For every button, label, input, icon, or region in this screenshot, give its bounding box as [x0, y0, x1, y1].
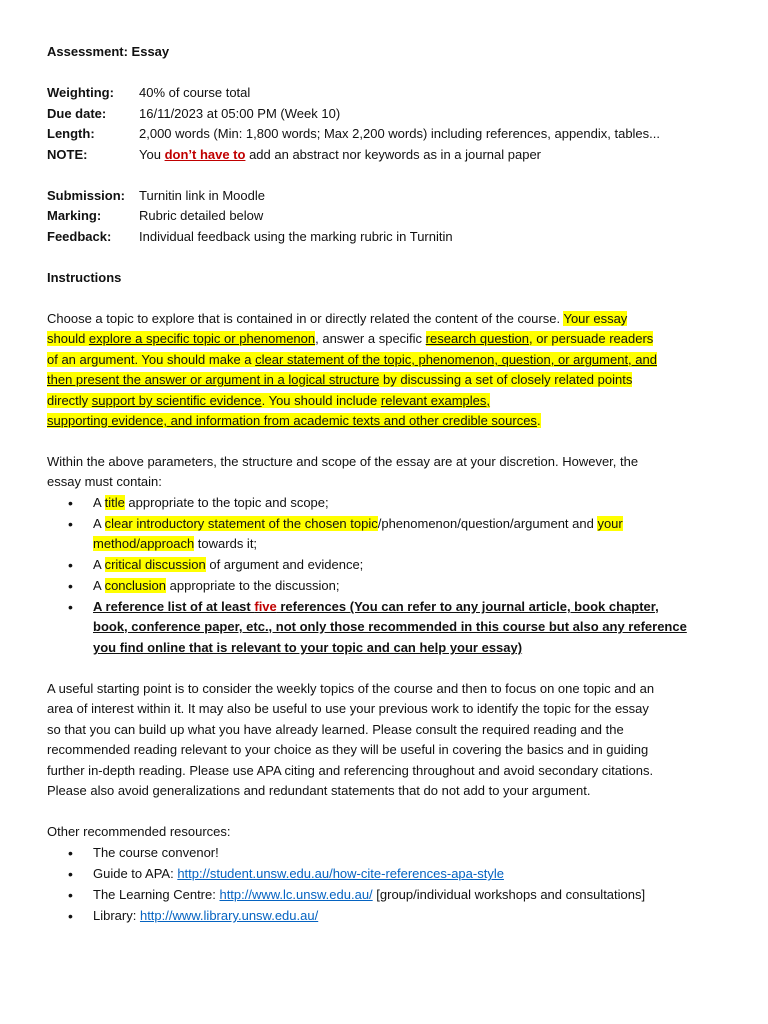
- parameters-line-1: Within the above parameters, the structure and scope of the essay are at your discretion. However, the: [47, 454, 639, 469]
- list-item-references: A reference list of at least five references (You can refer to any journal article, book chapter,: [93, 599, 659, 614]
- submission-value: Turnitin link in Moodle: [139, 188, 265, 203]
- list-item-conclusion: A conclusion appropriate to the discussion;: [93, 578, 340, 593]
- bullet-dot: •: [68, 887, 73, 903]
- bullet-dot: •: [68, 908, 73, 924]
- instructions-line-2: should explore a specific topic or phenomenon, answer a specific research question, or persuade readers: [47, 331, 654, 346]
- marking-label: Marking:: [47, 208, 102, 223]
- bullet-dot: •: [68, 578, 73, 594]
- library-link[interactable]: http://www.library.unsw.edu.au/: [139, 908, 319, 923]
- resource-apa: Guide to APA: http://student.unsw.edu.au/how-cite-references-apa-style: [93, 866, 504, 881]
- weighting-value: 40% of course total: [139, 85, 251, 100]
- instructions-line-4: then present the answer or argument in a logical structure by discussing a set of closely related points: [47, 372, 633, 387]
- due-date-label: Due date:: [47, 106, 107, 121]
- length-label: Length:: [47, 126, 95, 141]
- feedback-value: Individual feedback using the marking rubric in Turnitin: [139, 229, 453, 244]
- paragraph-line: so that you can build up what you have already learned. Please consult the required reading and the: [47, 722, 624, 737]
- instructions-line-5: directly support by scientific evidence. You should include relevant examples,: [47, 393, 491, 408]
- bullet-dot: •: [68, 516, 73, 532]
- due-date-value: 16/11/2023 at 05:00 PM (Week 10): [139, 106, 341, 121]
- paragraph-line: recommended reading relevant to your choice as they will be useful in covering the basics and in guiding: [47, 742, 649, 757]
- instructions-line-6: supporting evidence, and information from academic texts and other credible sources.: [47, 413, 541, 428]
- bullet-dot: •: [68, 866, 73, 882]
- resources-heading: Other recommended resources:: [47, 824, 231, 839]
- marking-value: Rubric detailed below: [139, 208, 264, 223]
- bullet-dot: •: [68, 495, 73, 511]
- paragraph-line: A useful starting point is to consider the weekly topics of the course and then to focus on one topic and an: [47, 681, 655, 696]
- instructions-line-3: of an argument. You should make a clear statement of the topic, phenomenon, question, or argument, and: [47, 352, 657, 367]
- submission-label: Submission:: [47, 188, 126, 203]
- note-emphasis: don’t have to: [164, 147, 246, 162]
- list-item-intro-cont: method/approach towards it;: [93, 536, 258, 551]
- feedback-label: Feedback:: [47, 229, 112, 244]
- list-item-title: A title appropriate to the topic and scope;: [93, 495, 329, 510]
- list-item-references-cont-2: you find online that is relevant to your topic and can help your essay): [93, 640, 523, 655]
- list-item-references-cont-1: book, conference paper, etc., not only those recommended in this course but also any reference: [93, 619, 687, 634]
- apa-guide-link[interactable]: http://student.unsw.edu.au/how-cite-references-apa-style: [177, 866, 504, 881]
- resource-convenor: The course convenor!: [93, 845, 219, 860]
- resource-library: Library: http://www.library.unsw.edu.au/: [93, 908, 319, 923]
- note-label: NOTE:: [47, 147, 88, 162]
- paragraph-line: area of interest within it. It may also be useful to use your previous work to identify the topic for the essay: [47, 701, 649, 716]
- list-item-discussion: A critical discussion of argument and evidence;: [93, 557, 364, 572]
- paragraph-line: further in-depth reading. Please use APA citing and referencing throughout and avoid secondary citations.: [47, 763, 654, 778]
- paragraph-line: Please also avoid generalizations and redundant statements that do not add to your argument.: [47, 783, 591, 798]
- page-title: Assessment: Essay: [47, 44, 170, 59]
- note-value: You don’t have to add an abstract nor keywords as in a journal paper: [139, 147, 542, 162]
- bullet-dot: •: [68, 557, 73, 573]
- learning-centre-link[interactable]: http://www.lc.unsw.edu.au/: [219, 887, 373, 902]
- weighting-label: Weighting:: [47, 85, 114, 100]
- list-item-intro: A clear introductory statement of the chosen topic/phenomenon/question/argument and your: [93, 516, 623, 531]
- parameters-line-2: essay must contain:: [47, 474, 162, 489]
- instructions-heading: Instructions: [47, 270, 122, 285]
- resource-learning-centre: The Learning Centre: http://www.lc.unsw.edu.au/ [group/individual workshops and consultations]: [93, 887, 646, 902]
- bullet-dot: •: [68, 599, 73, 615]
- bullet-dot: •: [68, 845, 73, 861]
- instructions-line-1: Choose a topic to explore that is contained in or directly related the content of the course. Your essay: [47, 311, 628, 326]
- length-value: 2,000 words (Min: 1,800 words; Max 2,200 words) including references, appendix, tables...: [139, 126, 660, 141]
